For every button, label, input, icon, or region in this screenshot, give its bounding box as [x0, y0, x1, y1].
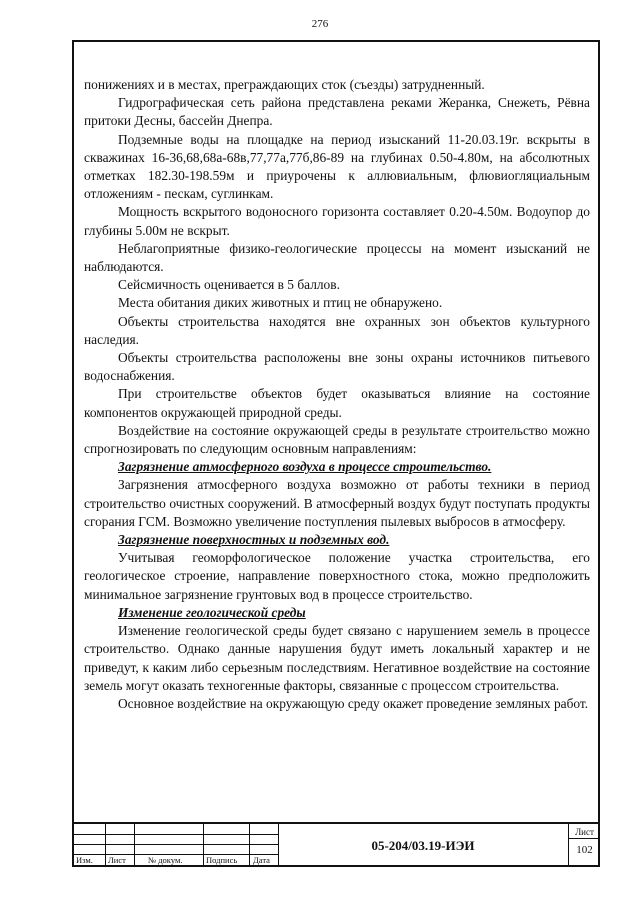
stamp-divider: [134, 824, 135, 867]
stamp-divider: [105, 824, 106, 867]
paragraph: Основное воздействие на окружающую среду окажет проведение земляных работ.: [118, 695, 589, 711]
sheet-divider: [568, 838, 598, 839]
paragraph: Воздействие на состояние окружающей среды в результате строительство можно спрогнозировать по следующим основным направлениям:: [84, 422, 590, 457]
stamp-row-line: [72, 844, 278, 845]
stamp-divider: [249, 824, 250, 867]
stamp-label-change: Изм.: [76, 855, 93, 865]
title-block: [72, 822, 600, 867]
section-heading: Загрязнение атмосферного воздуха в процессе строительство.: [118, 459, 492, 475]
paragraph: Загрязнения атмосферного воздуха возможно от работы техники в период строительство очистных сооружений. В атмосферный воздух будут поступать продукты сгорания ГСМ. Возможно увеличение поступления пылевых выбросов в атмосферу.: [84, 477, 590, 529]
paragraph: Сейсмичность оценивается в 5 баллов.: [118, 277, 340, 293]
paragraph: Объекты строительства расположены вне зоны охраны источников питьевого водоснабжения.: [84, 350, 590, 384]
page-number: 276: [311, 18, 329, 30]
sheet-number: 102: [576, 844, 593, 856]
paragraph: Подземные воды на площадке на период изысканий 11-20.03.19г. вскрыты в скважинах 16-36,68,68а-68в,77,77а,77б,86-89 на глубинах 0.50-4.80м, на абсолютных отметках 182.30-198.59м и приурочены к аллювиальным, флювиогляциальным отложениям - пескам, суглинкам.: [84, 131, 590, 202]
stamp-label-date: Дата: [253, 855, 270, 865]
paragraph: Мощность вскрытого водоносного горизонта составляет 0.20-4.50м. Водоупор до глубины 5.00м не вскрыт.: [84, 204, 590, 238]
paragraph: Изменение геологической среды будет связано с нарушением земель в процессе строительство. Однако данные нарушения будут иметь локальный характер и не приведут, к каким либо серьезным последствиям. Негативное воздействие на состояние земель могут оказать техногенные факторы, связанные с процессом строительства.: [84, 623, 590, 693]
paragraph: Гидрографическая сеть района представлена реками Жеранка, Снежеть, Рёвна притоки Десны, бассейн Днепра.: [84, 95, 590, 129]
stamp-label-sheet: Лист: [108, 855, 126, 865]
paragraph: Учитывая геоморфологическое положение участка строительства, его геологическое строение, направление поверхностного стока, можно предположить минимальное загрязнение грунтовых вод в процессе строительство.: [84, 550, 590, 602]
stamp-divider: [203, 824, 204, 867]
stamp-label-signature: Подпись: [206, 855, 238, 865]
paragraph: При строительстве объектов будет оказываться влияние на состояние компонентов окружающей природной среды.: [84, 386, 590, 420]
section-heading: Изменение геологической среды: [118, 604, 306, 620]
paragraph: Места обитания диких животных и птиц не обнаружено.: [118, 295, 443, 311]
stamp-label-doc-number: № докум.: [148, 855, 183, 865]
document-code: 05-204/03.19-ИЭИ: [371, 838, 475, 853]
paragraph: понижениях и в местах, преграждающих сток (съезды) затрудненный.: [84, 77, 485, 92]
document-body: [84, 76, 590, 713]
paragraph: Неблагоприятные физико-геологические процессы на момент изысканий не наблюдаются.: [84, 240, 590, 275]
stamp-divider: [568, 824, 569, 867]
sheet-label: Лист: [575, 827, 594, 837]
paragraph: Объекты строительства находятся вне охранных зон объектов культурного наследия.: [84, 313, 590, 347]
stamp-row-line: [72, 834, 278, 835]
section-heading: Загрязнение поверхностных и подземных вод.: [118, 532, 390, 548]
